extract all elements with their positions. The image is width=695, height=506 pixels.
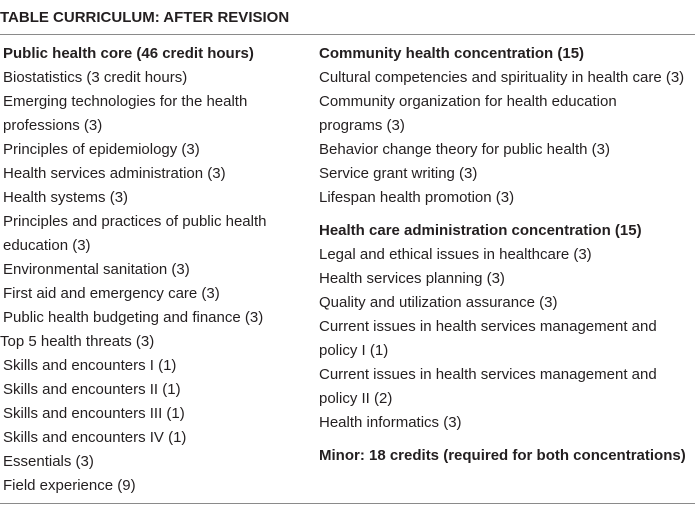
course-line: Skills and encounters II (1) [3, 381, 181, 398]
minor-note: Minor: 18 credits (required for both concentrations) [319, 447, 686, 464]
concentrations-column [319, 42, 695, 468]
course-line: Cultural competencies and spirituality in health care (3) [319, 69, 685, 86]
course-line: Skills and encounters I (1) [3, 357, 177, 374]
top-rule [0, 34, 695, 35]
course-line: policy II (2) [319, 390, 393, 407]
admin-heading: Health care administration concentration (15) [319, 222, 642, 239]
course-line: Current issues in health services management and [319, 318, 657, 335]
course-line: Principles of epidemiology (3) [3, 141, 200, 158]
public-health-core-column [0, 42, 303, 498]
course-line: Emerging technologies for the health [3, 93, 248, 110]
bottom-rule [0, 503, 695, 504]
course-line: Skills and encounters III (1) [3, 405, 185, 422]
course-line: Service grant writing (3) [319, 165, 478, 182]
course-line: Quality and utilization assurance (3) [319, 294, 558, 311]
course-line: Top 5 health threats (3) [0, 333, 155, 350]
course-line: Field experience (9) [3, 477, 136, 494]
course-line: Essentials (3) [3, 453, 94, 470]
course-line: programs (3) [319, 117, 405, 134]
course-line: Health services administration (3) [3, 165, 226, 182]
course-line: Health services planning (3) [319, 270, 505, 287]
table-title: TABLE CURRICULUM: AFTER REVISION [0, 9, 290, 26]
course-line: Environmental sanitation (3) [3, 261, 190, 278]
course-line: Skills and encounters IV (1) [3, 429, 187, 446]
course-line: Lifespan health promotion (3) [319, 189, 515, 206]
course-line: education (3) [3, 237, 91, 254]
course-line: Current issues in health services management and [319, 366, 657, 383]
course-line: Biostatistics (3 credit hours) [3, 69, 188, 86]
core-heading: Public health core (46 credit hours) [3, 45, 254, 62]
course-line: Health informatics (3) [319, 414, 462, 431]
course-line: professions (3) [3, 117, 103, 134]
course-line: Behavior change theory for public health (3) [319, 141, 611, 158]
course-line: policy I (1) [319, 342, 389, 359]
section-gap [319, 435, 695, 444]
course-line: Principles and practices of public health [3, 213, 267, 230]
course-line: First aid and emergency care (3) [3, 285, 220, 302]
course-line: Community organization for health education [319, 93, 617, 110]
community-heading: Community health concentration (15) [319, 45, 585, 62]
course-line: Health systems (3) [3, 189, 129, 206]
section-gap [319, 210, 695, 219]
course-line: Public health budgeting and finance (3) [3, 309, 264, 326]
course-line: Legal and ethical issues in healthcare (3) [319, 246, 592, 263]
